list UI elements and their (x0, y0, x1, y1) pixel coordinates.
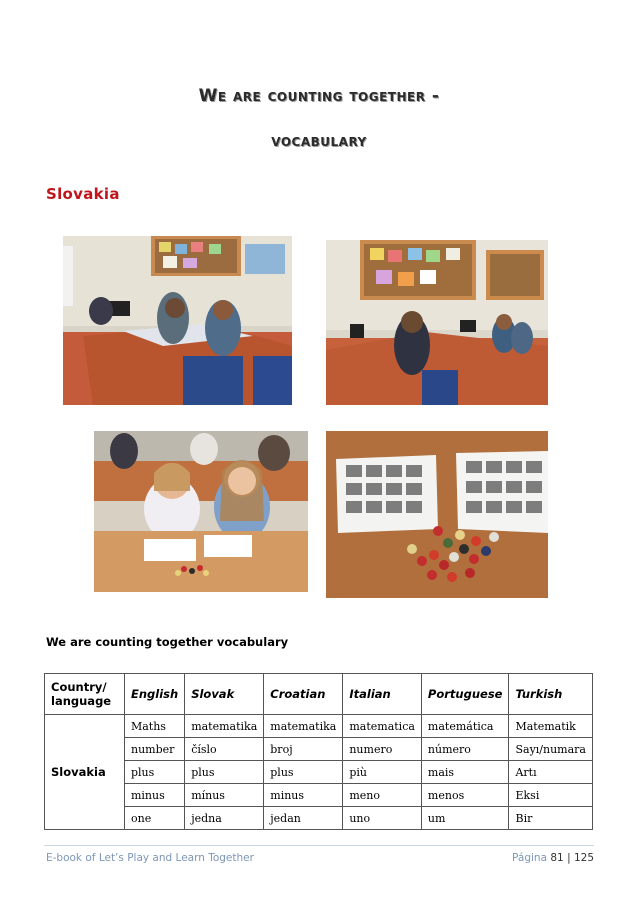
table-cell: číslo (185, 738, 264, 761)
page-title-line2: vocabulary (271, 131, 367, 151)
table-cell: jedna (185, 807, 264, 830)
table-cell: número (421, 738, 509, 761)
photo-classroom-computers-2 (326, 240, 548, 405)
photo-number-cards (326, 431, 548, 598)
table-cell: Bir (509, 807, 593, 830)
table-row (45, 784, 593, 807)
table-cell: menos (421, 784, 509, 807)
footer-page-number: 81 (550, 852, 564, 864)
table-cell: Maths (124, 715, 184, 738)
table-cell: minus (124, 784, 184, 807)
footer-page-label: Página (512, 852, 547, 864)
row-label-country: Slovakia (45, 715, 125, 830)
table-cell: matematica (343, 715, 422, 738)
table-row (45, 738, 593, 761)
table-cell: Matematik (509, 715, 593, 738)
table-cell: Sayı/numara (509, 738, 593, 761)
page-title-line1: We are counting together - (198, 86, 440, 106)
table-cell: plus (124, 761, 184, 784)
table-row (45, 761, 593, 784)
header-english: English (124, 674, 184, 715)
table-cell: number (124, 738, 184, 761)
photo-girls-counting (94, 431, 308, 592)
table-cell: matematika (264, 715, 343, 738)
table-cell: plus (185, 761, 264, 784)
country-heading: Slovakia (46, 185, 120, 203)
header-croatian: Croatian (264, 674, 343, 715)
vocabulary-table (44, 673, 593, 830)
table-cell: meno (343, 784, 422, 807)
header-slovak: Slovak (185, 674, 264, 715)
table-cell: matematika (185, 715, 264, 738)
header-turkish: Turkish (509, 674, 593, 715)
footer-page-info (512, 852, 594, 864)
table-cell: minus (264, 784, 343, 807)
footer-page-total: 125 (573, 852, 594, 864)
table-cell: one (124, 807, 184, 830)
header-italian: Italian (343, 674, 422, 715)
table-header-row (45, 674, 593, 715)
footer-divider (44, 845, 594, 846)
table-row (45, 807, 593, 830)
table-caption: We are counting together vocabulary (46, 635, 289, 649)
photo-classroom-computers-1 (63, 236, 292, 405)
table-cell: broj (264, 738, 343, 761)
table-cell: più (343, 761, 422, 784)
header-portuguese: Portuguese (421, 674, 509, 715)
table-cell: numero (343, 738, 422, 761)
table-row (45, 715, 593, 738)
table-cell: matemática (421, 715, 509, 738)
table-cell: Artı (509, 761, 593, 784)
footer-separator: | (567, 852, 571, 864)
footer-book-title: E-book of Let’s Play and Learn Together (46, 852, 254, 864)
table-cell: uno (343, 807, 422, 830)
table-cell: mínus (185, 784, 264, 807)
table-cell: jedan (264, 807, 343, 830)
table-cell: plus (264, 761, 343, 784)
table-cell: mais (421, 761, 509, 784)
table-cell: Eksi (509, 784, 593, 807)
table-cell: um (421, 807, 509, 830)
header-country-language: Country/ language (45, 674, 125, 715)
